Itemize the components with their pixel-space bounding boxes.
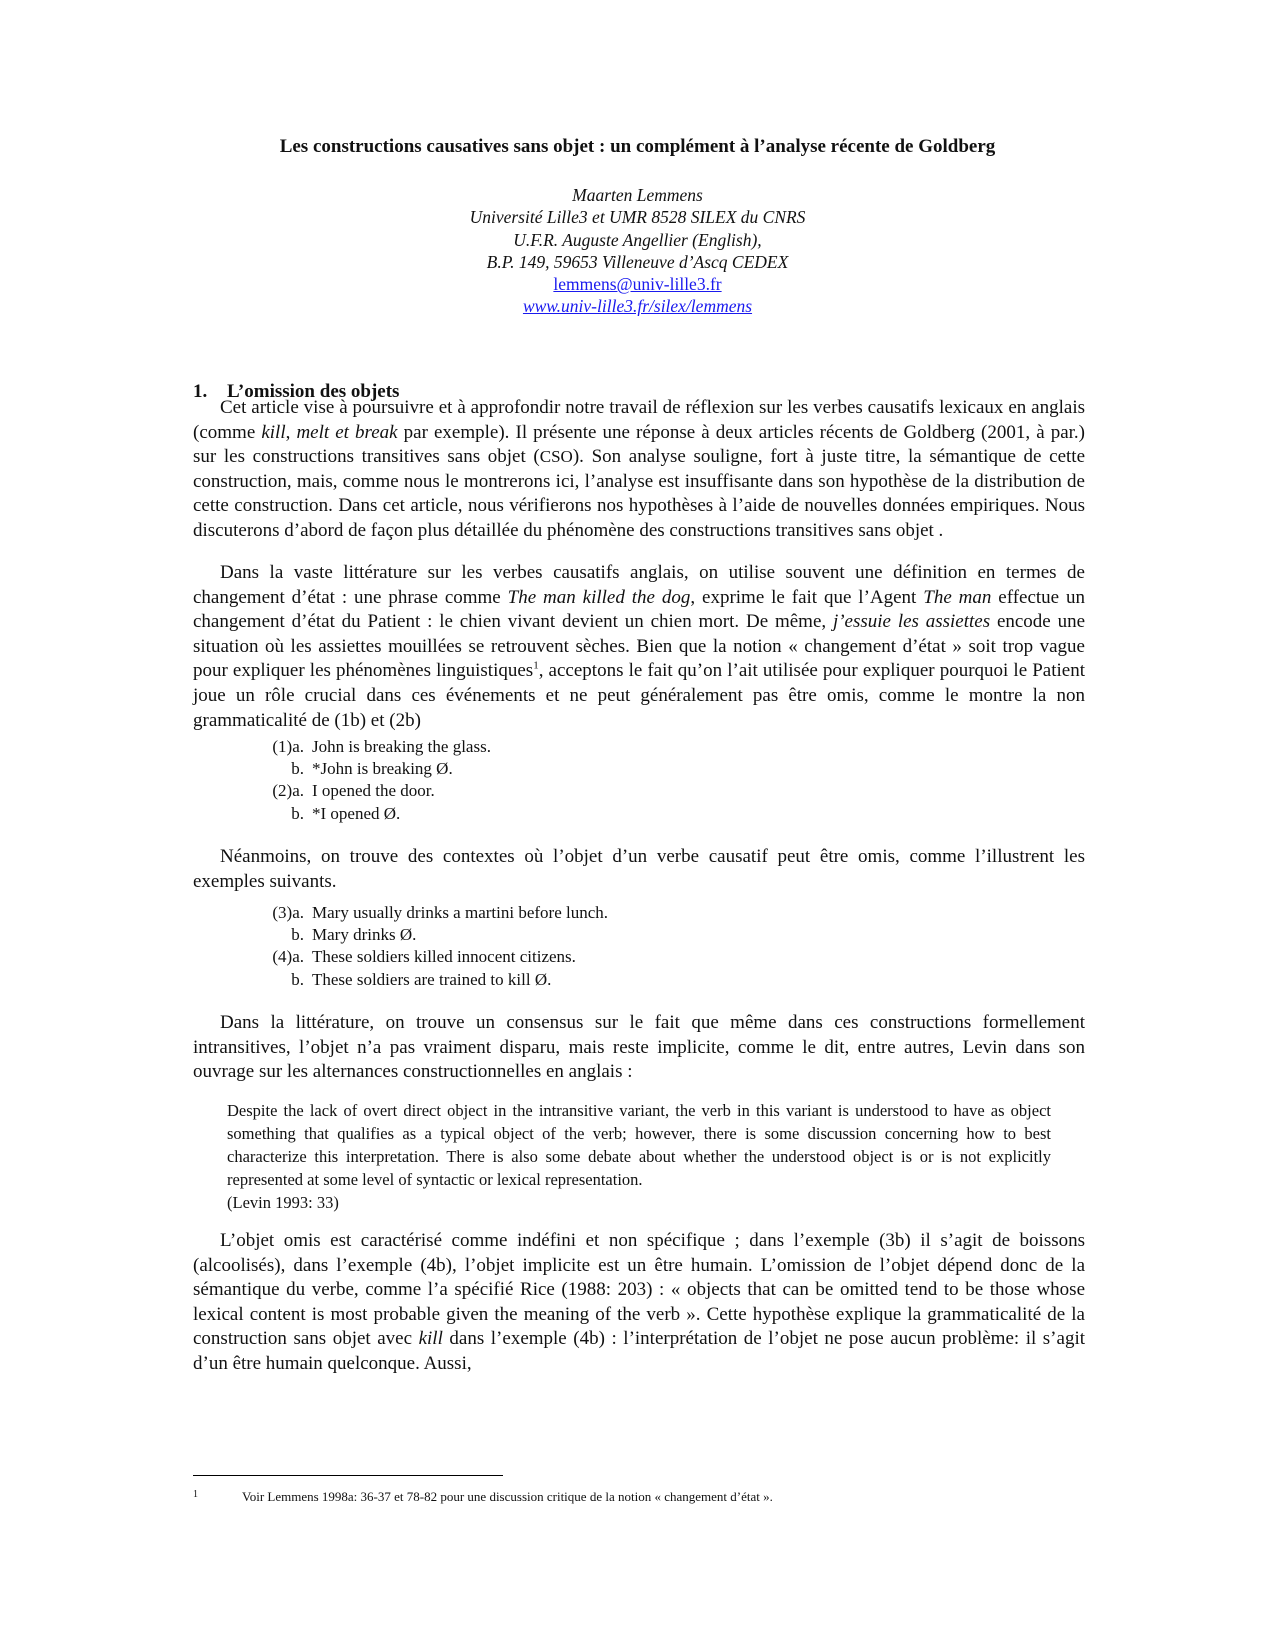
paragraph-3: Néanmoins, on trouve des contextes où l’objet d’un verbe causatif peut être omis, comme l’illustrent les exemples suivants. — [193, 846, 1085, 892]
block-quote: Despite the lack of overt direct object in the intransitive variant, the verb in this variant is understood to have as object something that qualifies as a typical object of the verb; however, there is some discussion concerning how to best characterize this interpretation. There is also some debate about whether the understood object is or is not explicitly represented at some level of syntactic or lexical representation. (Levin 1993: 33) — [227, 1101, 1051, 1212]
author-address: B.P. 149, 59653 Villeneuve d’Ascq CEDEX — [486, 251, 789, 272]
example-item: b. Mary drinks Ø. — [291, 925, 417, 945]
footnote — [193, 1489, 773, 1505]
footnote-text: Voir Lemmens 1998a: 36-37 et 78-82 pour une discussion critique de la notion « changement d’état ». — [242, 1489, 773, 1504]
author-block — [0, 184, 1275, 318]
footnote-ref[interactable]: 1 — [533, 660, 539, 673]
paragraph-4: Dans la littérature, on trouve un consensus sur le fait que même dans ces constructions formellement intransitives, l’objet n’a pas vraiment disparu, mais reste implicite, comme le dit, entre autres, Levin dans son ouvrage sur les alternances constructionnelles en anglais : — [193, 1012, 1085, 1083]
example-item: (3)a. Mary usually drinks a martini before lunch. — [272, 903, 609, 922]
paragraph-2: Dans la vaste littérature sur les verbes causatifs anglais, on utilise souvent une définition en termes de changement d’état : une phrase comme The man killed the dog, exprime le fait que l’Agent The man effectue un changement d’état du Patient : le chien vivant devient un chien mort. De même, j’essuie les assiettes encode une situation où les assiettes mouillées se retrouvent sèches. Bien que la notion « changement d’état » soit trop vague pour expliquer les phénomènes linguistiques$^1$, acceptons le fait qu’on l’ait utilisée pour expliquer pourquoi le Patient joue un rôle crucial dans ces événements et ne peut généralement pas être omis, comme le montre la non grammaticalité de (1b) et (2b) — [193, 562, 1085, 731]
section-number: 1. — [193, 381, 208, 402]
footnote-mark: 1 — [193, 1489, 198, 1500]
quote-source: (Levin 1993: 33) — [227, 1193, 339, 1212]
example-item: (4)a. These soldiers killed innocent citizens. — [272, 947, 576, 967]
paper-title: Les constructions causatives sans objet : un complément à l’analyse récente de Goldberg — [279, 136, 996, 157]
author-name: Maarten Lemmens — [572, 185, 703, 205]
examples-list-1 — [254, 736, 491, 825]
section-title: L’omission des objets — [227, 381, 400, 402]
example-item: (1)a. John is breaking the glass. — [272, 737, 491, 756]
example-item: (2)a. I opened the door. — [272, 781, 435, 801]
author-email-link[interactable]: lemmens@univ-lille3.fr — [553, 274, 722, 295]
example-item: b. *I opened Ø. — [291, 803, 401, 823]
example-item: b. *John is breaking Ø. — [291, 759, 453, 779]
paragraph-5: L’objet omis est caractérisé comme indéfini et non spécifique ; dans l’exemple (3b) il s’agit de boissons (alcoolisés), dans l’exemple (4b), l’objet implicite est un être humain. L’omission de l’objet dépend donc de la sémantique du verbe, comme l’a spécifié Rice (1988: 203) : « objects that can be omitted tend to be those whose lexical content is most probable given the meaning of the verb ». Cette hypothèse explique la grammaticalité de la construction sans objet avec kill dans l’exemple (4b) : l’interprétation de l’objet ne pose aucun problème: il s’agit d’un être humain quelconque. Aussi, — [193, 1230, 1085, 1374]
footnote-divider — [193, 1475, 503, 1476]
author-website-link[interactable]: www.univ-lille3.fr/silex/lemmens — [522, 296, 753, 317]
paragraph-1: Cet article vise à poursuivre et à approfondir notre travail de réflexion sur les verbes causatifs lexicaux en anglais (comme kill, melt et break par exemple). Il présente une réponse à deux articles récents de Goldberg (2001, à par.) sur les constructions transitives sans objet (CSO). Son analyse souligne, fort à juste titre, la sémantique de cette construction, mais, comme nous le montrerons ici, l’analyse est insuffisante dans son hypothèse de la distribution de cette construction. Dans cet article, nous vérifierons nos hypothèses à l’aide de nouvelles données empiriques. Nous discuterons d’abord de façon plus détaillée du phénomène des constructions transitives sans objet . — [193, 397, 1086, 541]
author-department: U.F.R. Auguste Angellier (English), — [513, 229, 762, 250]
example-item: b. These soldiers are trained to kill Ø. — [291, 969, 552, 989]
author-affiliation: Université Lille3 et UMR 8528 SILEX du CNRS — [469, 207, 806, 228]
examples-list-2 — [254, 902, 608, 991]
